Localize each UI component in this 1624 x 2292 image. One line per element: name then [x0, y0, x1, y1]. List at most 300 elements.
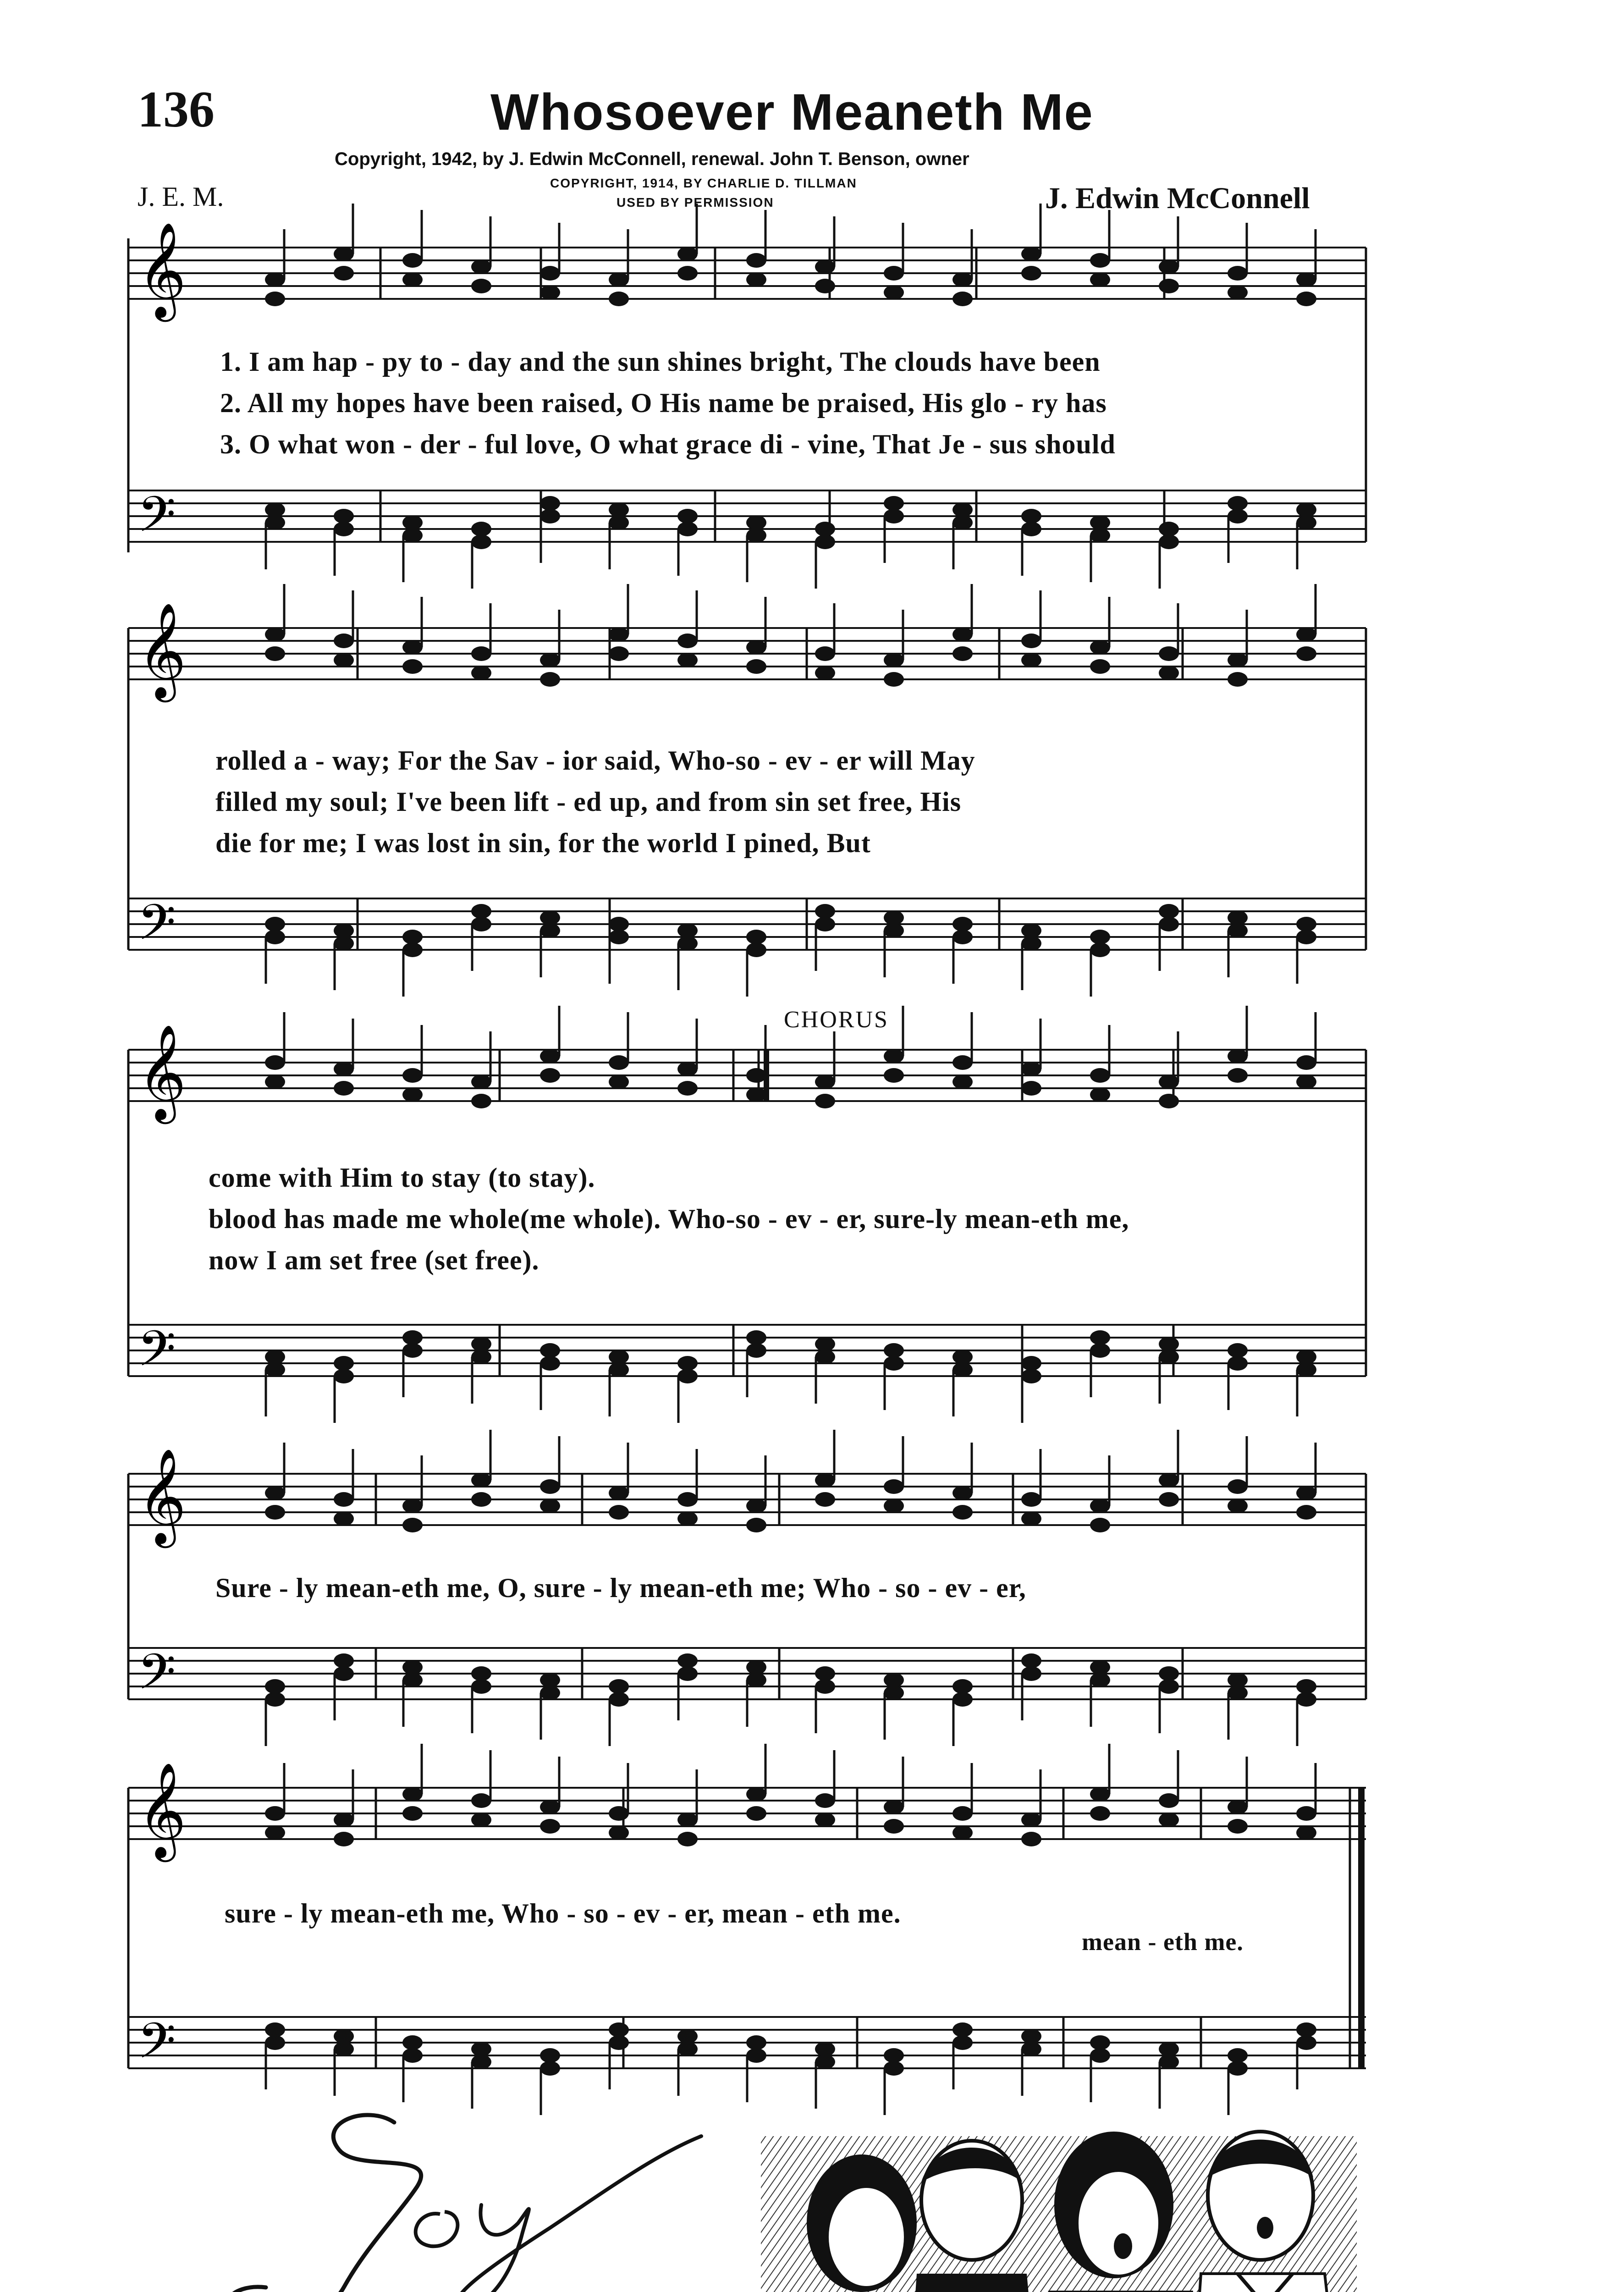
note-head: [884, 1479, 904, 1494]
note-head: [471, 2055, 491, 2069]
note-head: [402, 528, 423, 543]
note-head: [746, 1660, 766, 1675]
note-head: [884, 509, 904, 523]
note-head: [471, 522, 491, 536]
note-head: [1021, 247, 1041, 261]
note-head: [609, 1692, 629, 1707]
note-head: [746, 659, 766, 674]
note-head: [265, 1074, 285, 1089]
note-head: [884, 1499, 904, 1513]
note-head: [1228, 1356, 1248, 1371]
note-head: [1159, 646, 1179, 661]
note-head: [1296, 292, 1316, 306]
note-head: [1021, 1062, 1041, 1076]
note-head: [1159, 1793, 1179, 1808]
note-head: [609, 917, 629, 931]
note-head: [1021, 1653, 1041, 1668]
note-head: [1159, 2055, 1179, 2069]
note-head: [746, 1787, 766, 1802]
note-head: [952, 646, 973, 661]
note-head: [677, 1813, 698, 1827]
note-head: [884, 2048, 904, 2063]
note-head: [884, 1068, 904, 1083]
note-head: [746, 1087, 766, 1102]
note-head: [334, 2042, 354, 2056]
bass-clef-icon: 𝄢: [138, 2012, 176, 2082]
note-head: [1090, 253, 1110, 268]
note-head: [265, 1362, 285, 1377]
note-head: [677, 1832, 698, 1846]
treble-staff-1: [128, 248, 1366, 299]
note-head: [1296, 1679, 1316, 1694]
note-head: [746, 253, 766, 268]
note-head: [677, 2042, 698, 2056]
note-head: [884, 2061, 904, 2076]
note-head: [1159, 904, 1179, 919]
note-head: [815, 1666, 835, 1681]
note-head: [540, 1049, 560, 1063]
note-head: [471, 1492, 491, 1507]
words-author: J. E. M.: [138, 182, 224, 212]
note-head: [884, 1819, 904, 1834]
note-head: [540, 1800, 560, 1814]
note-head: [815, 534, 835, 549]
note-head: [1021, 522, 1041, 536]
note-head: [677, 936, 698, 951]
note-head: [540, 1479, 560, 1494]
note-head: [677, 1492, 698, 1507]
note-head: [1021, 1666, 1041, 1681]
note-head: [1159, 666, 1179, 680]
note-head: [471, 1679, 491, 1694]
bass-clef-icon: 𝄢: [138, 893, 176, 963]
note-head: [334, 1356, 354, 1371]
note-head: [609, 1074, 629, 1089]
note-head: [609, 515, 629, 530]
note-head: [1159, 259, 1179, 274]
note-head: [1090, 1660, 1110, 1675]
note-head: [265, 272, 285, 287]
note-head: [1296, 1486, 1316, 1500]
note-head: [1159, 1337, 1179, 1351]
note-head: [1228, 2061, 1248, 2076]
note-head: [1159, 917, 1179, 931]
note-head: [952, 917, 973, 931]
note-head: [1021, 923, 1041, 938]
note-head: [1090, 640, 1110, 655]
note-head: [402, 253, 423, 268]
lyric-line: filled my soul; I've been lift - ed up, and from sin set free, His: [215, 787, 962, 817]
note-head: [1021, 266, 1041, 281]
note-head: [334, 634, 354, 648]
note-head: [884, 1800, 904, 1814]
note-head: [471, 1813, 491, 1827]
note-head: [1090, 528, 1110, 543]
note-head: [402, 1330, 423, 1345]
note-head: [1228, 266, 1248, 281]
note-head: [471, 1074, 491, 1089]
note-head: [746, 2035, 766, 2050]
note-head: [815, 1337, 835, 1351]
note-head: [540, 496, 560, 511]
note-head: [884, 1049, 904, 1063]
lyric-line: blood has made me whole(me whole). Who-so - ev - er, sure-ly mean-eth me,: [209, 1204, 1129, 1234]
music-author: J. Edwin McConnell: [1045, 182, 1310, 215]
note-head: [815, 904, 835, 919]
note-head: [265, 1055, 285, 1070]
note-head: [815, 1473, 835, 1488]
note-head: [952, 2035, 973, 2050]
lyric-line: come with Him to stay (to stay).: [209, 1163, 595, 1193]
note-head: [471, 279, 491, 293]
note-head: [265, 917, 285, 931]
note-head: [402, 659, 423, 674]
note-head: [1228, 1479, 1248, 1494]
note-head: [471, 1337, 491, 1351]
note-head: [815, 917, 835, 931]
treble-clef-icon: 𝄞: [138, 602, 187, 698]
note-head: [1296, 515, 1316, 530]
note-head: [1296, 1692, 1316, 1707]
note-head: [265, 1350, 285, 1364]
note-head: [265, 1679, 285, 1694]
note-head: [609, 1055, 629, 1070]
note-head: [1296, 2022, 1316, 2037]
note-head: [609, 502, 629, 517]
note-head: [1090, 1673, 1110, 1687]
note-head: [265, 1825, 285, 1840]
note-head: [334, 653, 354, 667]
note-head: [1228, 910, 1248, 925]
note-head: [402, 1068, 423, 1083]
note-head: [677, 1511, 698, 1526]
note-head: [609, 646, 629, 661]
note-head: [1296, 272, 1316, 287]
note-head: [815, 1094, 835, 1108]
note-head: [471, 1094, 491, 1108]
note-head: [334, 522, 354, 536]
note-head: [1090, 1806, 1110, 1821]
note-head: [677, 1081, 698, 1096]
note-head: [815, 1350, 835, 1364]
note-head: [952, 1350, 973, 1364]
note-head: [677, 522, 698, 536]
note-head: [540, 672, 560, 687]
note-head: [884, 653, 904, 667]
note-head: [1159, 1813, 1179, 1827]
note-head: [1021, 936, 1041, 951]
note-head: [1021, 1081, 1041, 1096]
note-head: [265, 2035, 285, 2050]
note-head: [334, 923, 354, 938]
note-head: [884, 266, 904, 281]
note-head: [1159, 1074, 1179, 1089]
note-head: [334, 1492, 354, 1507]
note-head: [265, 1692, 285, 1707]
note-head: [334, 1081, 354, 1096]
note-head: [952, 272, 973, 287]
note-head: [471, 917, 491, 931]
note-head: [1090, 272, 1110, 287]
note-head: [1296, 1074, 1316, 1089]
note-head: [815, 1492, 835, 1507]
note-head: [952, 515, 973, 530]
note-head: [540, 1686, 560, 1700]
note-head: [1228, 1049, 1248, 1063]
note-head: [1090, 2035, 1110, 2050]
note-head: [952, 1825, 973, 1840]
note-head: [1159, 1350, 1179, 1364]
note-head: [1228, 1499, 1248, 1513]
note-head: [1296, 917, 1316, 931]
note-head: [952, 930, 973, 944]
note-head: [540, 910, 560, 925]
permission-notice: USED BY PERMISSION: [617, 195, 774, 209]
note-head: [402, 930, 423, 944]
note-head: [334, 936, 354, 951]
note-head: [334, 247, 354, 261]
note-head: [1159, 522, 1179, 536]
note-head: [952, 1074, 973, 1089]
note-head: [1021, 1369, 1041, 1383]
note-head: [1228, 1819, 1248, 1834]
note-head: [1228, 672, 1248, 687]
note-head: [952, 1055, 973, 1070]
note-head: [540, 285, 560, 300]
joy-signature-icon: [202, 2095, 729, 2292]
note-head: [677, 1369, 698, 1383]
note-head: [265, 1505, 285, 1520]
note-head: [334, 1062, 354, 1076]
note-head: [1228, 653, 1248, 667]
note-head: [471, 646, 491, 661]
treble-clef-icon: 𝄞: [138, 1448, 187, 1544]
note-head: [609, 2022, 629, 2037]
note-head: [402, 1499, 423, 1513]
note-head: [540, 1068, 560, 1083]
note-head: [1159, 1473, 1179, 1488]
note-head: [677, 2029, 698, 2044]
note-head: [815, 279, 835, 293]
note-head: [1159, 1666, 1179, 1681]
note-head: [1090, 930, 1110, 944]
note-head: [540, 1343, 560, 1358]
lyric-line: 3. O what won - der - ful love, O what grace di - vine, That Je - sus should: [220, 429, 1116, 459]
note-head: [1090, 515, 1110, 530]
note-head: [1228, 1068, 1248, 1083]
note-head: [334, 1653, 354, 1668]
note-head: [1090, 942, 1110, 957]
note-head: [609, 1679, 629, 1694]
note-head: [402, 640, 423, 655]
note-head: [609, 1350, 629, 1364]
note-head: [884, 672, 904, 687]
note-head: [1228, 923, 1248, 938]
note-head: [1228, 2048, 1248, 2063]
note-head: [402, 1660, 423, 1675]
note-head: [1021, 1813, 1041, 1827]
treble-staff-4: [128, 1474, 1366, 1525]
note-head: [746, 1499, 766, 1513]
note-head: [1021, 1832, 1041, 1846]
note-head: [952, 1362, 973, 1377]
lyric-line: sure - ly mean-eth me, Who - so - ev - er, mean - eth me.: [225, 1898, 901, 1928]
note-head: [952, 292, 973, 306]
singers-illustration-icon: [761, 2109, 1357, 2292]
note-head: [540, 266, 560, 281]
note-head: [1090, 659, 1110, 674]
note-head: [1228, 1800, 1248, 1814]
note-head: [609, 1505, 629, 1520]
note-head: [815, 1679, 835, 1694]
note-head: [334, 2029, 354, 2044]
note-head: [1159, 1679, 1179, 1694]
note-head: [471, 2042, 491, 2056]
note-head: [402, 1087, 423, 1102]
note-head: [265, 292, 285, 306]
note-head: [746, 528, 766, 543]
note-head: [884, 1356, 904, 1371]
note-head: [334, 1666, 354, 1681]
note-head: [540, 923, 560, 938]
note-head: [1090, 1330, 1110, 1345]
note-head: [815, 1074, 835, 1089]
note-head: [677, 653, 698, 667]
note-head: [1021, 2042, 1041, 2056]
note-head: [609, 2035, 629, 2050]
treble-staff-2: [128, 628, 1366, 679]
note-head: [677, 1062, 698, 1076]
lyric-line: rolled a - way; For the Sav - ior said, Who-so - ev - er will May: [215, 745, 975, 776]
note-head: [1296, 2035, 1316, 2050]
note-head: [609, 292, 629, 306]
note-head: [1296, 1055, 1316, 1070]
note-head: [677, 266, 698, 281]
note-head: [471, 1666, 491, 1681]
note-head: [265, 515, 285, 530]
note-head: [402, 942, 423, 957]
note-head: [1296, 646, 1316, 661]
note-head: [471, 1473, 491, 1488]
copyright-notice: Copyright, 1942, by J. Edwin McConnell, renewal. John T. Benson, owner: [335, 149, 969, 169]
note-head: [1296, 627, 1316, 642]
note-head: [1228, 1686, 1248, 1700]
lyric-line-alto: mean - eth me.: [1082, 1928, 1244, 1956]
note-head: [402, 2035, 423, 2050]
note-head: [952, 627, 973, 642]
note-head: [402, 1787, 423, 1802]
note-head: [471, 1793, 491, 1808]
note-head: [815, 259, 835, 274]
note-head: [1228, 1673, 1248, 1687]
note-head: [1228, 509, 1248, 523]
note-head: [884, 1686, 904, 1700]
bass-clef-icon: 𝄢: [138, 485, 176, 555]
page-number: 136: [138, 81, 215, 138]
note-head: [884, 1673, 904, 1687]
note-head: [334, 1511, 354, 1526]
note-head: [677, 923, 698, 938]
note-head: [334, 1369, 354, 1383]
note-head: [746, 1806, 766, 1821]
note-head: [609, 1806, 629, 1821]
note-head: [609, 1362, 629, 1377]
note-head: [540, 1499, 560, 1513]
note-head: [265, 627, 285, 642]
note-head: [1296, 1362, 1316, 1377]
treble-clef-icon: 𝄞: [138, 222, 187, 318]
note-head: [1021, 2029, 1041, 2044]
treble-clef-icon: 𝄞: [138, 1024, 187, 1120]
note-head: [402, 1673, 423, 1687]
note-head: [540, 1819, 560, 1834]
note-head: [471, 904, 491, 919]
bass-staff-2: [128, 898, 1366, 950]
note-head: [746, 2048, 766, 2063]
note-head: [1090, 1068, 1110, 1083]
note-head: [1021, 1492, 1041, 1507]
note-head: [265, 2022, 285, 2037]
note-head: [540, 1356, 560, 1371]
note-head: [540, 2061, 560, 2076]
note-head: [815, 1813, 835, 1827]
note-head: [746, 272, 766, 287]
note-head: [334, 509, 354, 523]
note-head: [677, 1666, 698, 1681]
note-head: [815, 666, 835, 680]
note-head: [884, 496, 904, 511]
note-head: [884, 285, 904, 300]
note-head: [609, 930, 629, 944]
note-head: [1228, 285, 1248, 300]
lyric-line: Sure - ly mean-eth me, O, sure - ly mean-eth me; Who - so - ev - er,: [215, 1573, 1026, 1603]
note-head: [540, 509, 560, 523]
note-head: [265, 1806, 285, 1821]
lyric-line: now I am set free (set free).: [209, 1245, 539, 1275]
note-head: [1090, 1787, 1110, 1802]
note-head: [746, 942, 766, 957]
note-head: [334, 1813, 354, 1827]
note-head: [1090, 1499, 1110, 1513]
note-head: [402, 1343, 423, 1358]
note-head: [1090, 2048, 1110, 2063]
note-head: [952, 1486, 973, 1500]
note-head: [884, 923, 904, 938]
note-head: [746, 1330, 766, 1345]
note-head: [1228, 1343, 1248, 1358]
note-head: [265, 646, 285, 661]
note-head: [334, 1832, 354, 1846]
note-head: [1228, 496, 1248, 511]
note-head: [1159, 279, 1179, 293]
chorus-label: CHORUS: [784, 1007, 889, 1033]
note-head: [1021, 653, 1041, 667]
note-head: [265, 502, 285, 517]
note-head: [1296, 930, 1316, 944]
note-head: [540, 1673, 560, 1687]
note-head: [402, 1806, 423, 1821]
note-head: [677, 1356, 698, 1371]
note-head: [1159, 1094, 1179, 1108]
note-head: [1159, 2042, 1179, 2056]
note-head: [746, 640, 766, 655]
note-head: [471, 666, 491, 680]
lyric-line: die for me; I was lost in sin, for the world I pined, But: [215, 828, 871, 858]
note-head: [1021, 1511, 1041, 1526]
note-head: [540, 653, 560, 667]
note-head: [952, 2022, 973, 2037]
note-head: [265, 930, 285, 944]
